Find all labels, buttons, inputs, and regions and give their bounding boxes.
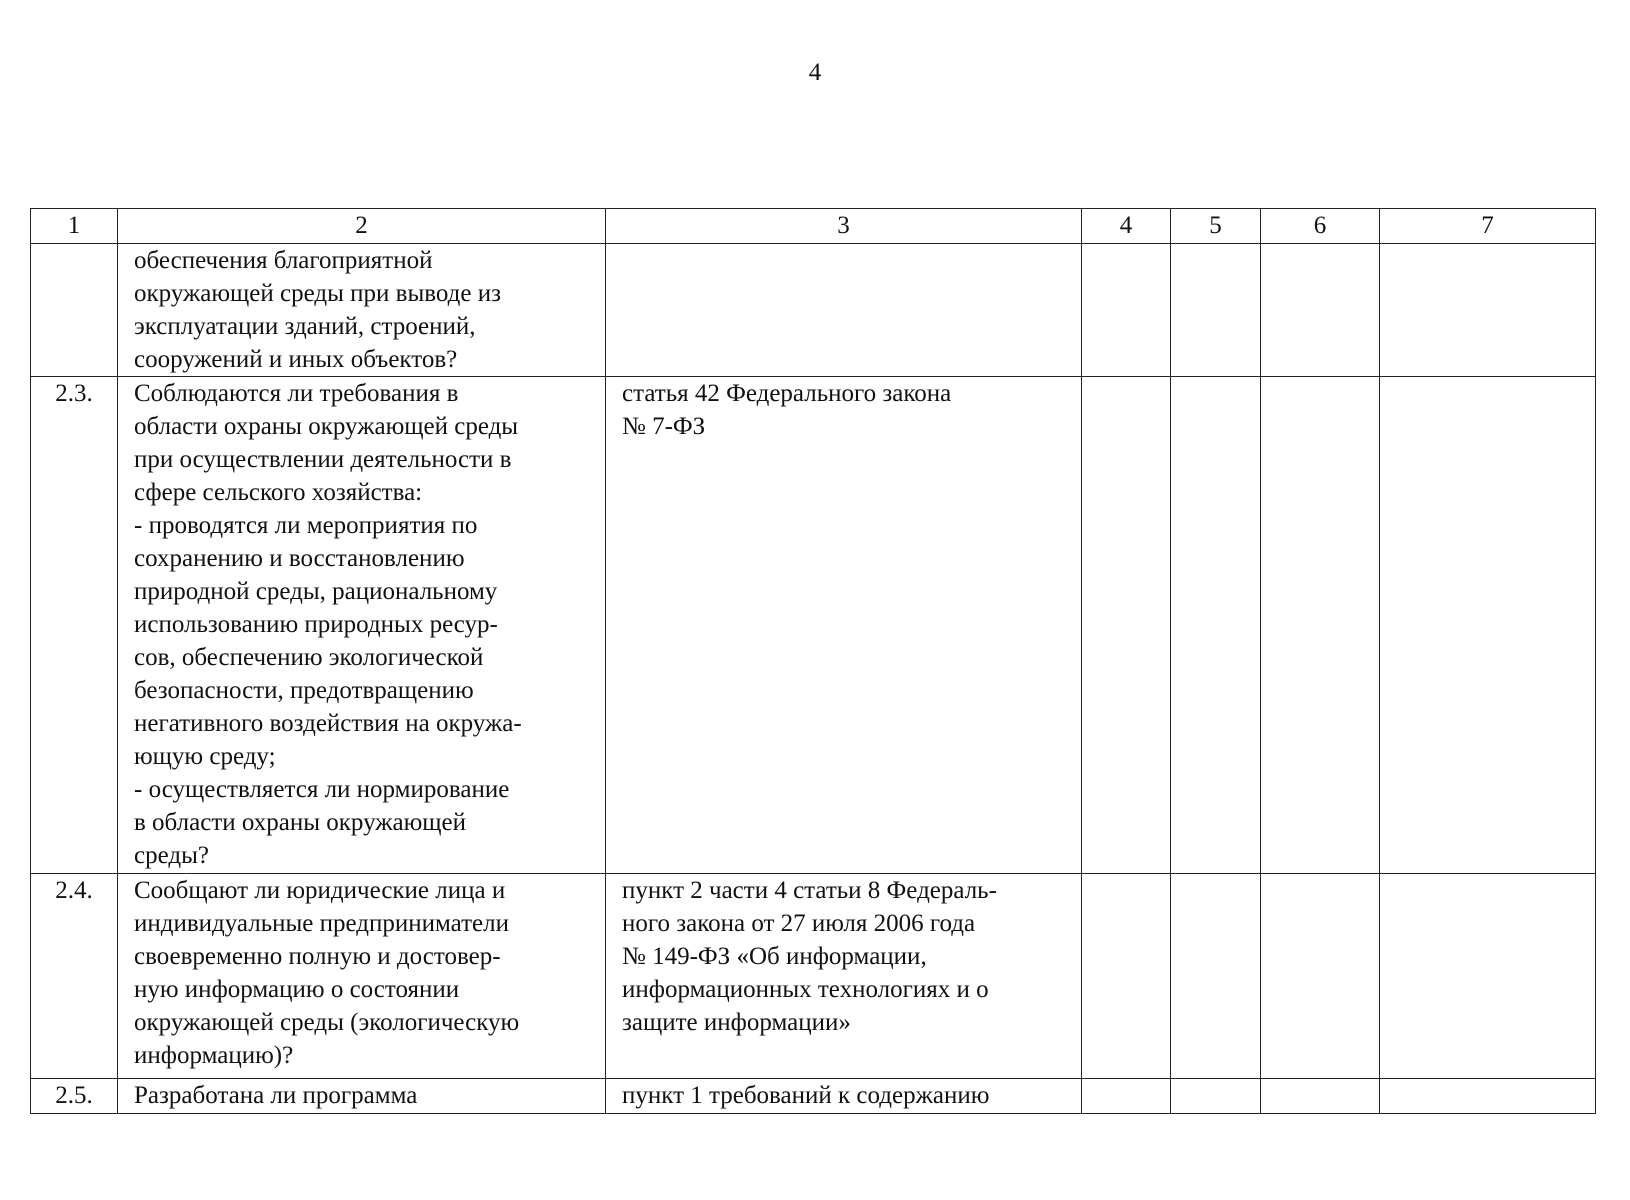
table-row	[31, 1079, 1596, 1114]
answer-cell-6	[1261, 377, 1380, 874]
answer-cell-5	[1171, 244, 1261, 377]
answer-cell-4	[1082, 1079, 1171, 1114]
answer-cell-4	[1082, 244, 1171, 377]
row-number	[31, 244, 118, 377]
question-cell	[118, 874, 606, 1079]
row-number: 2.3.	[31, 377, 118, 874]
answer-cell-6	[1261, 1079, 1380, 1114]
answer-cell-7	[1380, 244, 1596, 377]
reference-text: статья 42 Федерального закона № 7-ФЗ	[622, 380, 952, 440]
table-row	[31, 377, 1596, 874]
reference-text: пункт 2 части 4 статьи 8 Федераль- ного закона от 27 июля 2006 года № 149-ФЗ «Об информации, информационных технологиях и о защите информации»	[622, 877, 997, 1036]
answer-cell-6	[1261, 244, 1380, 377]
reference-cell	[606, 377, 1082, 874]
question-cell	[118, 377, 606, 874]
column-header-1: 1	[31, 209, 118, 244]
answer-cell-4	[1082, 377, 1171, 874]
answer-cell-5	[1171, 377, 1261, 874]
row-number: 2.4.	[31, 874, 118, 1079]
answer-cell-5	[1171, 1079, 1261, 1114]
answer-cell-7	[1380, 1079, 1596, 1114]
answer-cell-7	[1380, 874, 1596, 1079]
answer-cell-6	[1261, 874, 1380, 1079]
column-header-5: 5	[1171, 209, 1261, 244]
table-row	[31, 244, 1596, 377]
column-header-7: 7	[1380, 209, 1596, 244]
question-cell	[118, 1079, 606, 1114]
column-header-2: 2	[118, 209, 606, 244]
row-number: 2.5.	[31, 1079, 118, 1114]
question-text: Соблюдаются ли требования в области охраны окружающей среды при осуществлении деятельности в сфере сельского хозяйства: - проводятся ли мероприятия по сохранению и восстановлению природной среды, рациональному использованию природных ресур- сов, обеспечению экологической безопасности, предотвращению негативного воздействия на окружа- ющую среду; - осуществляется ли нормирование в области охраны окружающей среды?	[134, 380, 522, 869]
column-header-3: 3	[606, 209, 1082, 244]
answer-cell-4	[1082, 874, 1171, 1079]
reference-text: пункт 1 требований к содержанию	[622, 1082, 990, 1109]
page-number: 4	[808, 59, 822, 86]
answer-cell-5	[1171, 874, 1261, 1079]
table-row	[31, 874, 1596, 1079]
reference-cell	[606, 244, 1082, 377]
reference-cell	[606, 1079, 1082, 1114]
question-text: обеспечения благоприятной окружающей среды при выводе из эксплуатации зданий, строений, сооружений и иных объектов?	[134, 247, 501, 373]
table-header-row	[31, 209, 1596, 244]
question-text: Разработана ли программа	[134, 1082, 418, 1109]
checklist-table	[30, 208, 1596, 1114]
answer-cell-7	[1380, 377, 1596, 874]
column-header-4: 4	[1082, 209, 1171, 244]
column-header-6: 6	[1261, 209, 1380, 244]
question-cell	[118, 244, 606, 377]
question-text: Сообщают ли юридические лица и индивидуальные предприниматели своевременно полную и достовер- ную информацию о состоянии окружающей среды (экологическую информацию)?	[134, 877, 520, 1069]
reference-cell	[606, 874, 1082, 1079]
